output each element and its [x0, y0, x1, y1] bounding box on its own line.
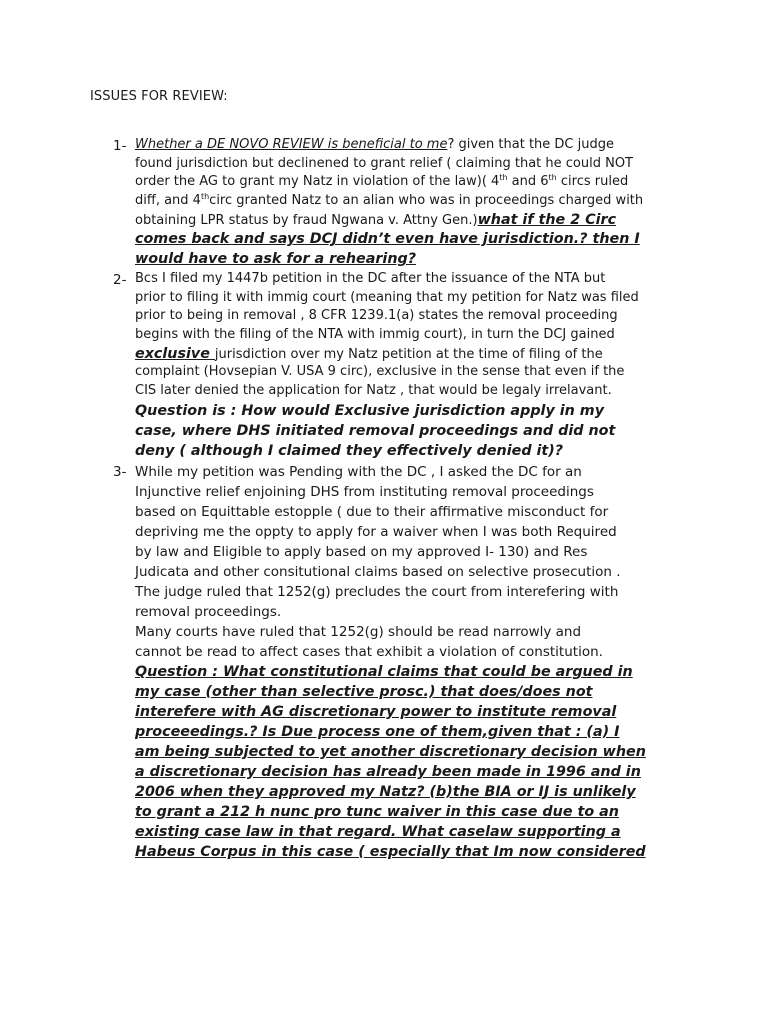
question-text: proceeedings.? Is Due process one of them,given that : (a) I	[135, 724, 620, 740]
question-text: would have to ask for a rehearing?	[135, 251, 417, 268]
text-line	[135, 742, 683, 762]
issue-number: 2-	[113, 272, 127, 288]
superscript: th	[200, 192, 210, 202]
text-line: Bcs I filed my 1447b petition in the DC after the issuance of the NTA but	[135, 271, 606, 286]
question-text: Habeus Corpus in this case ( especially that Im now considered	[135, 844, 646, 860]
text-line	[135, 822, 683, 842]
text-line: found jurisdiction but declinened to grant relief ( claiming that he could NOT	[135, 155, 633, 171]
text-line	[135, 249, 683, 269]
question-text: a discretionary decision has already been made in 1996 and in	[135, 764, 641, 780]
question-text: what if the 2 Circ	[477, 211, 617, 228]
text-line: by law and Eligible to apply based on my approved I- 130) and Res	[135, 544, 588, 560]
text-line: based on Equittable estopple ( due to their affirmative misconduct for	[135, 504, 609, 520]
question-text: interefere with AG discretionary power to institute removal	[135, 704, 617, 720]
text-line	[135, 682, 683, 702]
question-text: case, where DHS initiated removal proceedings and did not	[135, 422, 616, 439]
text-line: exclusive jurisdiction over my Natz petition at the time of filing of the	[135, 345, 603, 362]
text-line: The judge ruled that 1252(g) precludes the court from interefering with	[135, 584, 619, 600]
question-text: 2006 when they approved my Natz? (b)the BIA or IJ is unlikely	[135, 784, 636, 800]
text-line: prior to filing it with immig court (meaning that my petition for Natz was filed	[135, 289, 639, 305]
issue-text	[135, 462, 683, 862]
emphasis-word: exclusive	[135, 345, 215, 362]
question-text: am being subjected to yet another discretionary decision when	[135, 744, 646, 760]
text-line	[135, 702, 683, 722]
text-line: Whether a DE NOVO REVIEW is beneficial to me? given that the DC judge	[135, 137, 614, 152]
issue-number: 1-	[113, 138, 127, 154]
text-line: cannot be read to affect cases that exhibit a violation of constitution.	[135, 644, 603, 660]
issue-number: 3-	[113, 464, 127, 480]
text-line: While my petition was Pending with the DC , I asked the DC for an	[135, 464, 582, 480]
question-text: existing case law in that regard. What caselaw supporting a	[135, 824, 621, 840]
page-heading: ISSUES FOR REVIEW:	[90, 89, 228, 104]
text-line	[135, 441, 683, 461]
text-line	[135, 401, 683, 421]
text-line	[135, 421, 683, 441]
question-text: to grant a 212 h nunc pro tunc waiver in this case due to an	[135, 804, 619, 820]
text-line: Injunctive relief enjoining DHS from instituting removal proceedings	[135, 484, 594, 500]
text-line: prior to being in removal , 8 CFR 1239.1(a) states the removal proceeding	[135, 308, 618, 324]
question-text: my case (other than selective prosc.) that does/does not	[135, 684, 593, 700]
text-line: removal proceedings.	[135, 604, 282, 620]
issue-text	[135, 270, 683, 461]
text-line: begins with the filing of the NTA with immig court), in turn the DCJ gained	[135, 327, 615, 343]
superscript: th	[548, 173, 557, 183]
text-line	[135, 722, 683, 742]
text-line	[135, 782, 683, 802]
text-line: CIS later denied the application for Natz , that would be legaly irrelavant.	[135, 383, 612, 399]
superscript: th	[499, 173, 508, 183]
text-line	[135, 662, 683, 682]
question-text: comes back and says DCJ didn’t even have jurisdiction.? then I	[135, 231, 640, 248]
text-line: Judicata and other consitutional claims based on selective prosecution .	[135, 564, 621, 580]
question-text: Question : What constitutional claims that could be argued in	[135, 664, 633, 680]
text-line	[135, 229, 683, 249]
text-line: Many courts have ruled that 1252(g) should be read narrowly and	[135, 624, 582, 640]
text-line	[135, 762, 683, 782]
text-line: diff, and 4thcirc granted Natz to an alian who was in proceedings charged with	[135, 192, 644, 209]
question-text: deny ( although I claimed they effectively denied it)?	[135, 442, 564, 459]
text-line: complaint (Hovsepian V. USA 9 circ), exclusive in the sense that even if the	[135, 364, 625, 380]
text-line	[135, 842, 683, 862]
text-line	[135, 802, 683, 822]
text-line: order the AG to grant my Natz in violation of the law)( 4th and 6th circs ruled	[135, 173, 629, 190]
question-text: Question is : How would Exclusive jurisdiction apply in my	[135, 402, 605, 419]
text-line: obtaining LPR status by fraud Ngwana v. Attny Gen.)what if the 2 Circ	[135, 211, 617, 228]
underlined-phrase: Whether a DE NOVO REVIEW is beneficial to me	[135, 137, 448, 152]
issue-text	[135, 136, 683, 269]
text-line: depriving me the oppty to apply for a waiver when I was both Required	[135, 524, 617, 540]
